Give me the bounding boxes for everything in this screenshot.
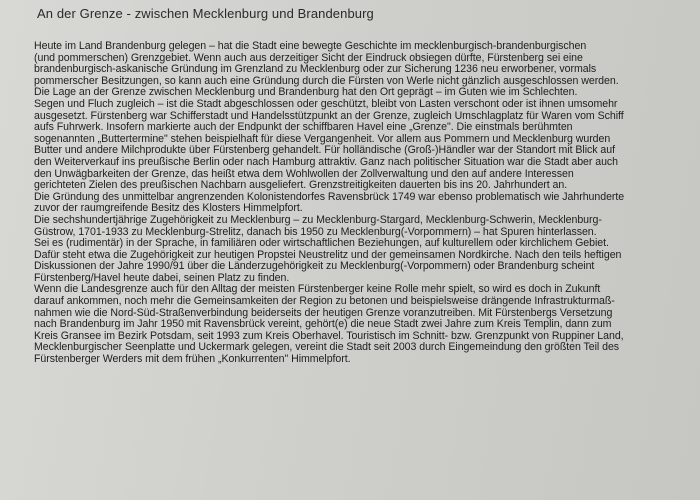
text-line: gerichteten Zielen des preußischen Nachbarn ausgeliefert. Grenzstreitigkeiten dauerten bis ins 20. Jahrhundert an.: [34, 179, 568, 192]
text-line: Segen und Fluch zugleich – ist die Stadt abgeschlossen oder geschützt, bleibt von Lasten verschont oder ist ihnen umsomehr: [34, 97, 618, 110]
text-line: Die Lage an der Grenze zwischen Mecklenburg und Brandenburg hat den Ort geprägt – im Guten wie im Schlechten.: [34, 86, 578, 99]
text-line: aufs Fuhrwerk. Insofern markierte auch der Endpunkt der schiffbaren Havel eine „Grenze". Die einstmals berühmten: [34, 121, 573, 134]
text-line: Die Gründung des unmittelbar angrenzenden Kolonistendorfes Ravensbrück 1749 war ebenso problematisch wie Jahrhunderte: [34, 190, 625, 203]
text-line: (und pommerschen) Grenzgebiet. Wenn auch aus derzeitiger Sicht der Eindruck obsiegen dürfte, Fürstenberg sei eine: [34, 51, 583, 64]
text-line: Dafür steht etwa die Zugehörigkeit zur heutigen Propstei Neustrelitz und der gemeinsamen Nordkirche. Nach den teils heftigen: [34, 248, 622, 261]
panel-title: An der Grenze - zwischen Mecklenburg und Brandenburg: [37, 6, 374, 21]
text-line: Fürstenberger Werders mit dem frühen „Konkurrenten" Himmelpfort.: [34, 353, 351, 366]
text-line: darauf ankommen, noch mehr die Gemeinsamkeiten der Region zu betonen und beispielsweise drängende Infrastrukturmaß-: [34, 295, 615, 308]
text-line: ausgesetzt. Fürstenberg war Schifferstadt und Handelsstützpunkt an der Grenze, zugleich Umschlagplatz für Waren vom Schiff: [34, 109, 624, 122]
text-line: brandenburgisch-askanische Gründung im Grenzland zu Mecklenburg oder zur Sicherung 1236 neu erworbener, vormals: [34, 63, 597, 76]
text-line: Kreis Gransee im Bezirk Potsdam, seit 1993 zum Kreis Oberhavel. Touristisch im Schnitt- bzw. Grenzpunkt von Ruppiner Land,: [34, 329, 624, 342]
text-line: Diskussionen der Jahre 1990/91 über die Länderzugehörigkeit zu Mecklenburg(-Vorpommern) oder Brandenburg scheint: [34, 260, 595, 273]
text-line: sogenannten „Buttertermine" stehen beispielhaft für diese Vergangenheit. Vor allem aus Pommern und Mecklenburg wurden: [34, 132, 611, 145]
text-line: nahmen wie die Nord-Süd-Straßenverbindung beiderseits der heutigen Grenze voranzutreiben. Mit Fürstenbergs Versetzung: [34, 306, 613, 319]
text-line: pommerscher Besitzungen, so kann auch eine Gründung durch die Fürsten von Werle nicht gänzlich ausgeschlossen werden.: [34, 74, 619, 87]
text-line: den Weiterverkauf ins preußische Berlin oder nach Hamburg attraktiv. Ganz nach politischer Situation war die Stadt aber auch: [34, 155, 619, 168]
text-line: nach Brandenburg im Jahr 1950 mit Ravensbrück vereint, gehört(e) die neue Stadt zwei Jahre zum Kreis Templin, dann zum: [34, 318, 612, 331]
text-line: Mecklenburgischer Seenplatte und Uckermark gelegen, vereint die Stadt seit 2003 durch Eingemeindung den größten Teil des: [34, 341, 620, 354]
text-line: Butter und andere Milchprodukte über Fürstenberg gehandelt. Für holländische (Groß-)Händler war der Standort mit Blick auf: [34, 144, 615, 157]
text-line: Wenn die Landesgrenze auch für den Alltag der meisten Fürstenberger keine Rolle mehr spielt, so wird es doch in Zukunft: [34, 283, 601, 296]
text-line: Die sechshundertjährige Zugehörigkeit zu Mecklenburg – zu Mecklenburg-Stargard, Mecklenburg-Schwerin, Mecklenburg-: [34, 213, 602, 226]
text-line: zuvor der raumgreifende Besitz des Klosters Himmelpfort.: [34, 202, 303, 215]
text-line: Güstrow, 1701-1933 zu Mecklenburg-Strelitz, danach bis 1950 zu Mecklenburg(-Vorpommern) – hat Spuren hinterlassen.: [34, 225, 597, 238]
body-text: [34, 41, 694, 366]
text-line: den Unwägbarkeiten der Grenze, das heißt etwa dem Wohlwollen der Zollverwaltung und den auf andere Interessen: [34, 167, 574, 180]
text-line: Heute im Land Brandenburg gelegen – hat die Stadt eine bewegte Geschichte im mecklenburgisch-brandenburgischen: [34, 40, 587, 52]
text-line: Sei es (rudimentär) in der Sprache, in familiären oder wirtschaftlichen Beziehungen, auf kulturellem oder kirchlichem Gebiet.: [34, 237, 609, 250]
text-line: Fürstenberg/Havel heute dabei, seinen Platz zu finden.: [34, 271, 290, 284]
